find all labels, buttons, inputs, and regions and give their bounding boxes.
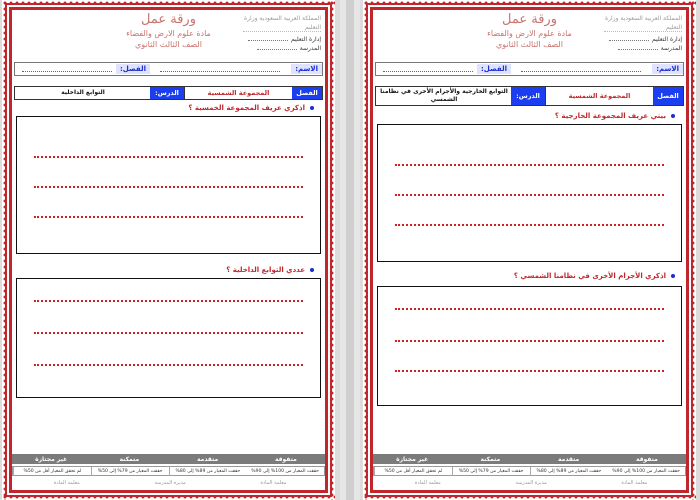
lesson-bar	[375, 86, 684, 106]
answer-line	[34, 156, 303, 158]
answer-line	[34, 216, 303, 218]
signature-row	[12, 478, 325, 488]
class-label: الفصل:	[477, 64, 511, 74]
signature-field: معلمة المادة	[414, 480, 441, 486]
criteria-checkbox[interactable]: حققت المعيار من 79% إلى 50%	[91, 467, 169, 476]
answer-line	[395, 194, 664, 196]
criteria-checkbox[interactable]: حققت المعيار من 100% إلى 90%	[612, 469, 680, 474]
scrollbar[interactable]	[346, 0, 354, 500]
subject-text: مادة علوم الارض والفضاء	[126, 29, 211, 38]
grade-header-row	[373, 454, 686, 465]
answer-line	[34, 364, 303, 366]
lesson-topic: التوابع الخارجية والأجرام الأخرى في نظامنا الشمسي	[380, 88, 508, 103]
grade-header-row	[12, 454, 325, 465]
criteria-checkbox[interactable]: حققت المعيار من 89% إلى 80%	[169, 467, 247, 476]
grade-level: متمكنة	[119, 456, 140, 463]
grading-footer	[373, 454, 686, 490]
worksheet-header	[16, 12, 321, 56]
answer-box-1[interactable]	[16, 116, 321, 254]
worksheet-title: ورقة عمل	[502, 12, 557, 27]
question-1: اذكري عريف المجموعة الخمسية ؟	[188, 104, 305, 112]
name-label: الاسم:	[652, 64, 683, 74]
class-label: الفصل:	[116, 64, 150, 74]
answer-box-2[interactable]	[16, 278, 321, 398]
student-info-bar	[14, 62, 323, 76]
school-label: المدرسة	[602, 45, 682, 52]
lesson-topic: التوابع الداخلية	[61, 89, 105, 96]
signature-field: مديرة المدرسة	[154, 480, 186, 486]
signature-field: معلمة المادة	[621, 480, 648, 486]
name-field[interactable]	[521, 71, 641, 72]
name-label: الاسم:	[291, 64, 322, 74]
kingdom-logo-text: المملكة العربية السعودية وزارة التعليم	[605, 15, 682, 31]
worksheet-header	[377, 12, 682, 56]
education-admin-label: إدارة التعليم	[241, 36, 321, 43]
grade-level: متفوقة	[274, 456, 297, 463]
grading-footer	[12, 454, 325, 490]
worksheet-title: ورقة عمل	[141, 12, 196, 27]
name-field[interactable]	[160, 71, 280, 72]
worksheet-page-2	[363, 0, 696, 500]
chapter-label: الفصل	[292, 87, 322, 99]
criteria-checkbox[interactable]: لم تحقق المعيار أقل من 50%	[13, 467, 91, 476]
education-admin-label: إدارة التعليم	[602, 36, 682, 43]
criteria-checkbox[interactable]: حققت المعيار من 100% إلى 90%	[251, 469, 319, 474]
chapter-value: المجموعة الشمسية	[545, 87, 653, 105]
answer-line	[34, 332, 303, 334]
grade-text: الصف الثالث الثانوي	[496, 40, 563, 49]
grade-level: متقدمة	[196, 456, 219, 463]
question-2: عددي التوابع الداخلية ؟	[226, 266, 305, 274]
answer-line	[395, 340, 664, 342]
criteria-checkbox[interactable]: لم تحقق المعيار أقل من 50%	[374, 467, 452, 476]
answer-line	[34, 300, 303, 302]
grade-criteria-row	[373, 466, 686, 476]
class-field[interactable]	[383, 71, 473, 72]
signature-field: معلمة المادة	[53, 480, 80, 486]
grade-level: متفوقة	[635, 456, 658, 463]
student-info-bar	[375, 62, 684, 76]
signature-field: مديرة المدرسة	[515, 480, 547, 486]
answer-box-1[interactable]	[377, 124, 682, 262]
school-label: المدرسة	[241, 45, 321, 52]
criteria-checkbox[interactable]: حققت المعيار من 89% إلى 80%	[530, 467, 608, 476]
page-gap	[340, 0, 360, 500]
lesson-bar	[14, 86, 323, 100]
subject-text: مادة علوم الارض والفضاء	[487, 29, 572, 38]
worksheet-page-1	[2, 0, 335, 500]
answer-line	[395, 224, 664, 226]
kingdom-logo-text: المملكة العربية السعودية وزارة التعليم	[244, 15, 321, 31]
grade-level: غير مجتازة	[35, 456, 68, 463]
grade-criteria-row	[12, 466, 325, 476]
signature-field: معلمة المادة	[260, 480, 287, 486]
criteria-checkbox[interactable]: حققت المعيار من 79% إلى 50%	[452, 467, 530, 476]
lesson-label: الدرس:	[150, 87, 184, 99]
answer-line	[395, 164, 664, 166]
class-field[interactable]	[22, 71, 112, 72]
answer-line	[34, 186, 303, 188]
answer-line	[395, 370, 664, 372]
grade-level: متمكنة	[480, 456, 501, 463]
grade-level: غير مجتازة	[396, 456, 429, 463]
question-1: بيني عريف المجموعة الخارجية ؟	[555, 112, 666, 120]
answer-box-2[interactable]	[377, 286, 682, 406]
question-2: اذكري الأجرام الأخرى في نظامنا الشمسي ؟	[514, 272, 666, 280]
answer-line	[395, 308, 664, 310]
chapter-label: الفصل	[653, 87, 683, 105]
chapter-value: المجموعة الشمسية	[184, 87, 292, 99]
signature-row	[373, 478, 686, 488]
lesson-label: الدرس:	[511, 87, 545, 105]
grade-level: متقدمة	[557, 456, 580, 463]
grade-text: الصف الثالث الثانوي	[135, 40, 202, 49]
